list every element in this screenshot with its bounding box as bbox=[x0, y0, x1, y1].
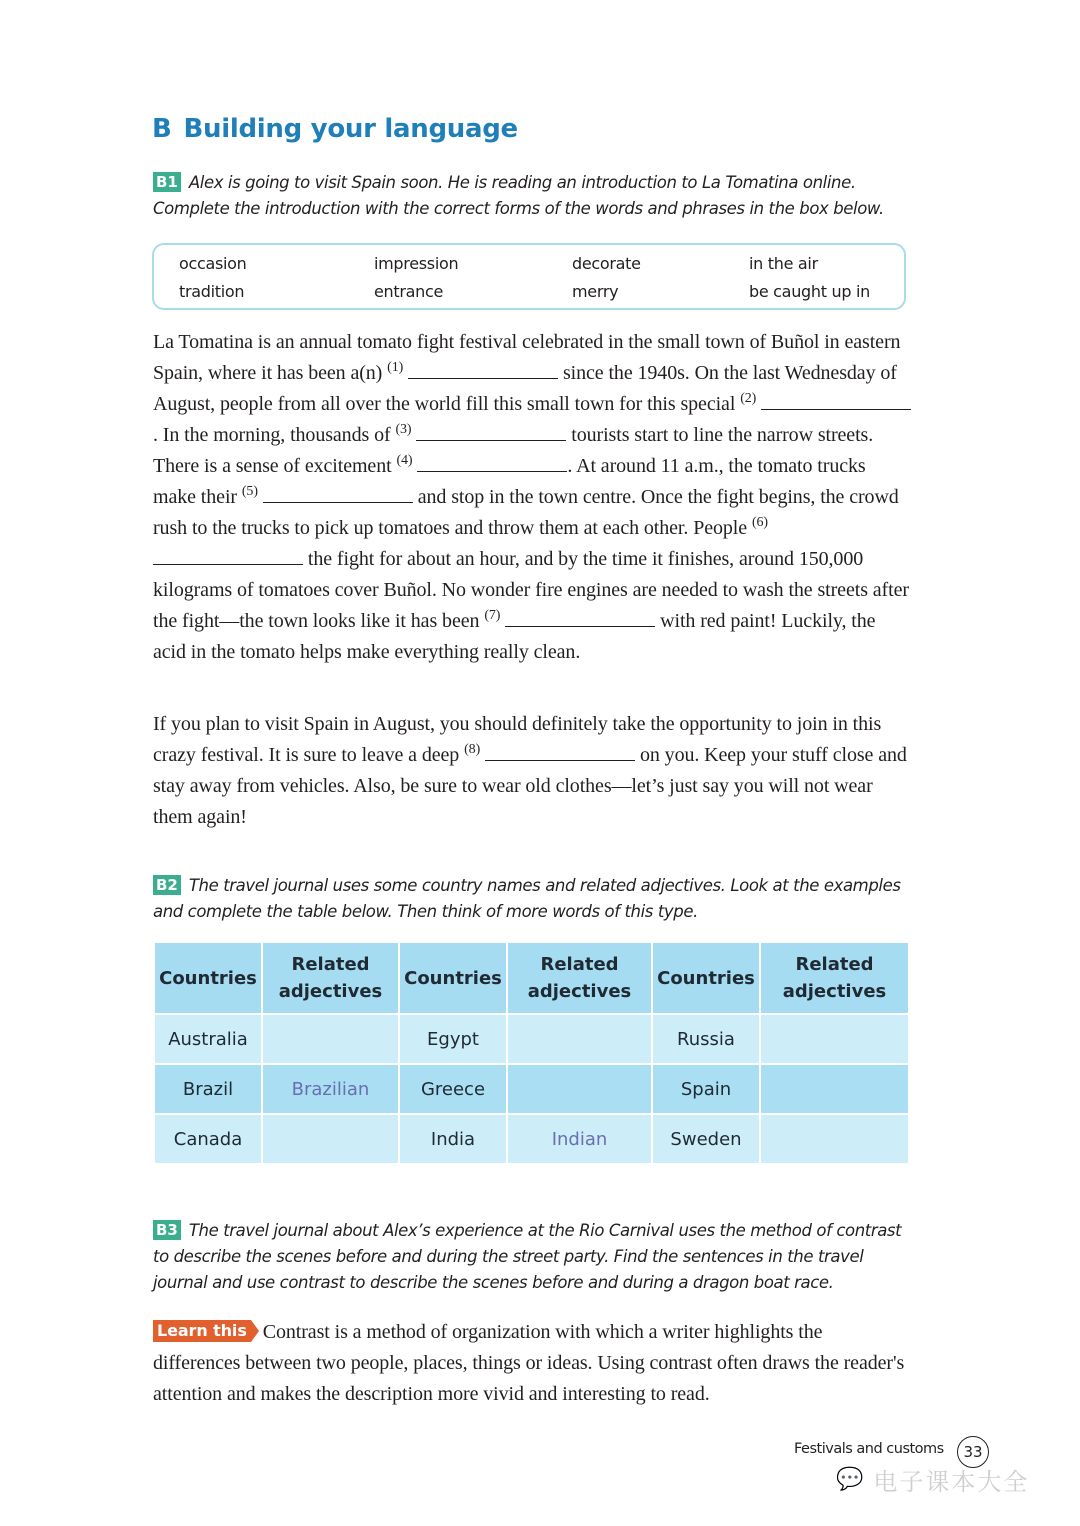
b3-instruction bbox=[153, 1218, 913, 1296]
unit-title: Festivals and customs bbox=[794, 1441, 944, 1457]
passage-paragraph-2 bbox=[153, 709, 913, 833]
word-box-item: merry bbox=[572, 282, 619, 301]
blank-2[interactable] bbox=[761, 391, 911, 410]
page-number: 33 bbox=[957, 1436, 989, 1468]
word-box-item: tradition bbox=[179, 282, 245, 301]
blank-number: (4) bbox=[396, 453, 413, 468]
learn-this-text: Contrast is a method of organization with which a writer highlights the differences between two people, places, things or ideas. Using contrast often draws the reader's attention and makes the description more vivid and interesting to read. bbox=[153, 1321, 905, 1405]
blank-7[interactable] bbox=[505, 608, 655, 627]
adjective-cell[interactable] bbox=[760, 1114, 909, 1164]
b1-badge: B1 bbox=[153, 172, 181, 192]
country-cell: Canada bbox=[154, 1114, 262, 1164]
header-related-adjectives: Related adjectives bbox=[262, 942, 399, 1014]
b2-instruction-text: The travel journal uses some country names and related adjectives. Look at the examples and complete the table below. Then think of more words of this type. bbox=[153, 876, 901, 921]
passage-text: the fight for about an hour, and by the time it finishes, around 150,000 kilograms of tomatoes cover Buñol. No wonder fire engines are needed to wash the streets after the fight—the town looks like it has been bbox=[153, 548, 909, 632]
word-box-item: occasion bbox=[179, 254, 247, 273]
blank-8[interactable] bbox=[485, 742, 635, 761]
passage-text: with red paint! Luckily, the acid in the tomato helps make everything really clean. bbox=[153, 610, 876, 663]
learn-this-label: Learn this bbox=[153, 1320, 251, 1342]
header-countries: Countries bbox=[154, 942, 262, 1014]
country-cell: Sweden bbox=[652, 1114, 760, 1164]
blank-number: (8) bbox=[464, 742, 481, 757]
b1-instruction-text: Alex is going to visit Spain soon. He is reading an introduction to La Tomatina online. Complete the introduction with the correct forms of the words and phrases in the box below. bbox=[153, 173, 884, 218]
table-header-row bbox=[154, 942, 909, 1014]
section-title bbox=[152, 114, 518, 144]
word-box-item: decorate bbox=[572, 254, 641, 273]
blank-1[interactable] bbox=[408, 360, 558, 379]
header-countries: Countries bbox=[652, 942, 760, 1014]
passage-text: on you. Keep your stuff close and stay away from vehicles. Also, be sure to wear old clothes—let’s just say you will not wear them again! bbox=[153, 744, 907, 828]
b3-instruction-text: The travel journal about Alex’s experience at the Rio Carnival uses the method of contrast to describe the scenes before and during the street party. Find the sentences in the travel journal and use contrast to describe the scenes before and during a dragon boat race. bbox=[153, 1221, 902, 1292]
country-cell: Australia bbox=[154, 1014, 262, 1064]
word-box-item: be caught up in bbox=[749, 282, 870, 301]
header-related-adjectives: Related adjectives bbox=[507, 942, 652, 1014]
country-cell: Spain bbox=[652, 1064, 760, 1114]
passage-paragraph-1 bbox=[153, 327, 913, 668]
table-row bbox=[154, 1064, 909, 1114]
country-cell: Brazil bbox=[154, 1064, 262, 1114]
blank-3[interactable] bbox=[416, 422, 566, 441]
watermark-text: 电子课本大全 bbox=[873, 1468, 1030, 1496]
blank-5[interactable] bbox=[263, 484, 413, 503]
word-box-item: in the air bbox=[749, 254, 818, 273]
passage-text: . At around 11 a.m., the tomato trucks make their bbox=[153, 455, 866, 508]
passage-text: tourists start to line the narrow streets. There is a sense of excitement bbox=[153, 424, 874, 477]
section-title-text: Building your language bbox=[183, 114, 518, 144]
word-box-item: impression bbox=[374, 254, 459, 273]
blank-4[interactable] bbox=[417, 453, 567, 472]
country-cell: Russia bbox=[652, 1014, 760, 1064]
adjective-cell[interactable] bbox=[760, 1064, 909, 1114]
b3-badge: B3 bbox=[153, 1220, 181, 1240]
blank-number: (3) bbox=[395, 422, 412, 437]
blank-number: (7) bbox=[484, 608, 501, 623]
chat-bubble-icon: 💬 bbox=[836, 1467, 866, 1492]
adjective-cell[interactable] bbox=[262, 1014, 399, 1064]
passage-text: since the 1940s. On the last Wednesday of August, people from all over the world fill this small town for this special bbox=[153, 362, 897, 415]
header-countries: Countries bbox=[399, 942, 507, 1014]
b2-badge: B2 bbox=[153, 875, 181, 895]
table-row bbox=[154, 1014, 909, 1064]
section-letter: B bbox=[152, 114, 172, 144]
blank-number: (6) bbox=[751, 515, 768, 530]
blank-number: (2) bbox=[740, 391, 757, 406]
blank-number: (5) bbox=[241, 484, 258, 499]
adjective-cell-example: Indian bbox=[507, 1114, 652, 1164]
passage-text: . In the morning, thousands of bbox=[153, 424, 396, 446]
adjective-cell[interactable] bbox=[262, 1114, 399, 1164]
table-row bbox=[154, 1114, 909, 1164]
header-related-adjectives: Related adjectives bbox=[760, 942, 909, 1014]
country-cell: India bbox=[399, 1114, 507, 1164]
word-box-item: entrance bbox=[374, 282, 444, 301]
passage-text: La Tomatina is an annual tomato fight festival celebrated in the small town of Buñol in eastern Spain, where it has been a(n) bbox=[153, 331, 901, 384]
country-cell: Greece bbox=[399, 1064, 507, 1114]
adjective-cell[interactable] bbox=[507, 1014, 652, 1064]
passage-text: If you plan to visit Spain in August, you should definitely take the opportunity to join in this crazy festival. It is sure to leave a deep bbox=[153, 713, 882, 766]
b1-instruction bbox=[153, 170, 913, 222]
blank-number: (1) bbox=[387, 360, 404, 375]
b2-instruction bbox=[153, 873, 913, 925]
adjective-cell[interactable] bbox=[507, 1064, 652, 1114]
word-box bbox=[152, 243, 906, 310]
country-adjective-table bbox=[153, 941, 908, 1165]
adjective-cell-example: Brazilian bbox=[262, 1064, 399, 1114]
adjective-cell[interactable] bbox=[760, 1014, 909, 1064]
country-cell: Egypt bbox=[399, 1014, 507, 1064]
watermark bbox=[836, 1462, 1029, 1497]
learn-this-box bbox=[153, 1317, 913, 1410]
blank-6[interactable] bbox=[153, 546, 303, 565]
passage-text: and stop in the town centre. Once the fight begins, the crowd rush to the trucks to pick up tomatoes and throw them at each other. People bbox=[153, 486, 899, 539]
